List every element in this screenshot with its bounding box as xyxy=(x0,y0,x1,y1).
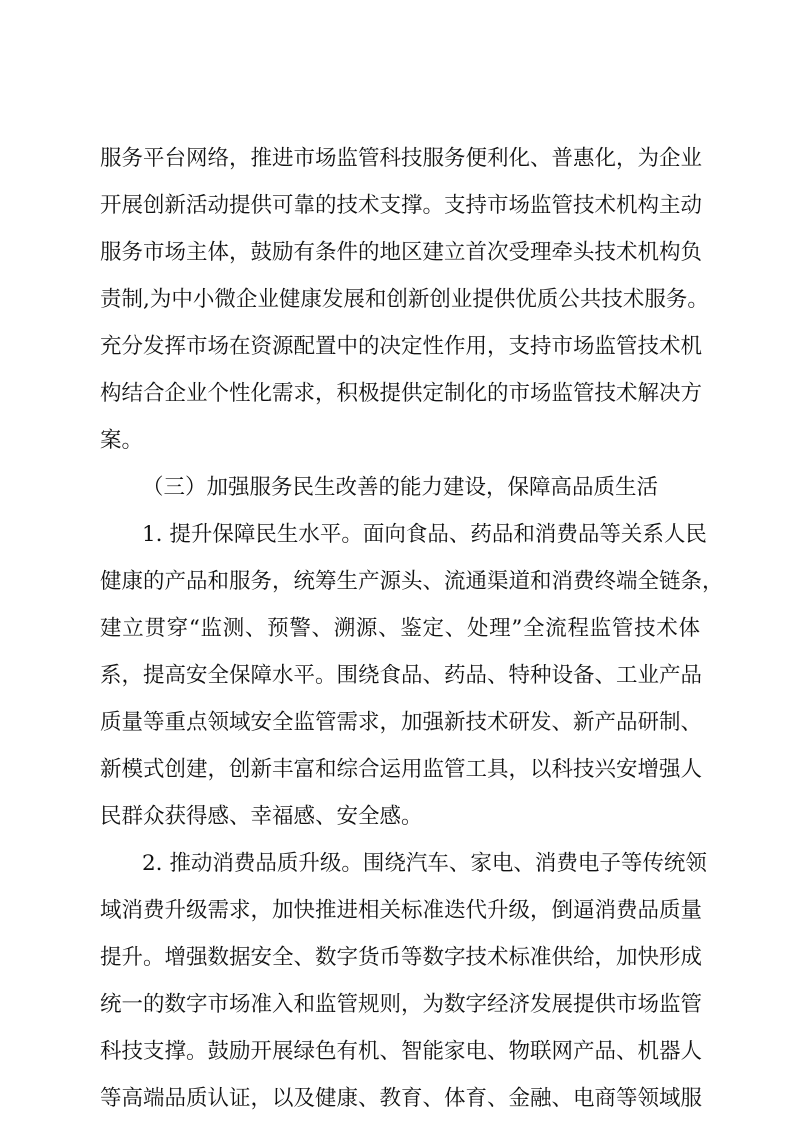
paragraph-1-line-6: 构结合企业个性化需求，积极提供定制化的市场监管技术解决方 xyxy=(100,381,703,406)
section-heading: （三）加强服务民生改善的能力建设，保障高品质生活 xyxy=(142,475,659,500)
paragraph-1-line-2: 开展创新活动提供可靠的技术支撑。支持市场监管技术机构主动 xyxy=(100,193,703,218)
paragraph-3-line-7: 民群众获得感、幸福感、安全感。 xyxy=(100,804,423,829)
paragraph-4-line-2: 域消费升级需求，加快推进相关标准迭代升级，倒逼消费品质量 xyxy=(100,898,703,923)
paragraph-1-line-4: 责制,为中小微企业健康发展和创新创业提供优质公共技术服务。 xyxy=(100,287,709,312)
paragraph-1-line-1: 服务平台网络，推进市场监管科技服务便利化、普惠化，为企业 xyxy=(100,146,703,171)
paragraph-3-line-1: 1. 提升保障民生水平。面向食品、药品和消费品等关系人民 xyxy=(142,522,707,547)
paragraph-3-line-2: 健康的产品和服务，统筹生产源头、流通渠道和消费终端全链条， xyxy=(100,569,724,594)
paragraph-4-line-6: 等高端品质认证，以及健康、教育、体育、金融、电商等领域服 xyxy=(100,1086,703,1111)
paragraph-3-line-6: 新模式创建，创新丰富和综合运用监管工具，以科技兴安增强人 xyxy=(100,757,703,782)
paragraph-3-line-4: 系，提高安全保障水平。围绕食品、药品、特种设备、工业产品 xyxy=(100,663,703,688)
paragraph-4-line-3: 提升。增强数据安全、数字货币等数字技术标准供给，加快形成 xyxy=(100,945,703,970)
paragraph-1-line-5: 充分发挥市场在资源配置中的决定性作用，支持市场监管技术机 xyxy=(100,334,703,359)
paragraph-1-line-7: 案。 xyxy=(100,428,144,453)
paragraph-3-line-5: 质量等重点领域安全监管需求，加强新技术研发、新产品研制、 xyxy=(100,710,703,735)
paragraph-4-line-5: 科技支撑。鼓励开展绿色有机、智能家电、物联网产品、机器人 xyxy=(100,1039,703,1064)
paragraph-4-line-1: 2. 推动消费品质升级。围绕汽车、家电、消费电子等传统领 xyxy=(142,851,707,876)
paragraph-1-line-3: 服务市场主体，鼓励有条件的地区建立首次受理牵头技术机构负 xyxy=(100,240,703,265)
paragraph-4-line-4: 统一的数字市场准入和监管规则，为数字经济发展提供市场监管 xyxy=(100,992,703,1017)
paragraph-3-line-3: 建立贯穿“监测、预警、溯源、鉴定、处理”全流程监管技术体 xyxy=(100,616,700,641)
